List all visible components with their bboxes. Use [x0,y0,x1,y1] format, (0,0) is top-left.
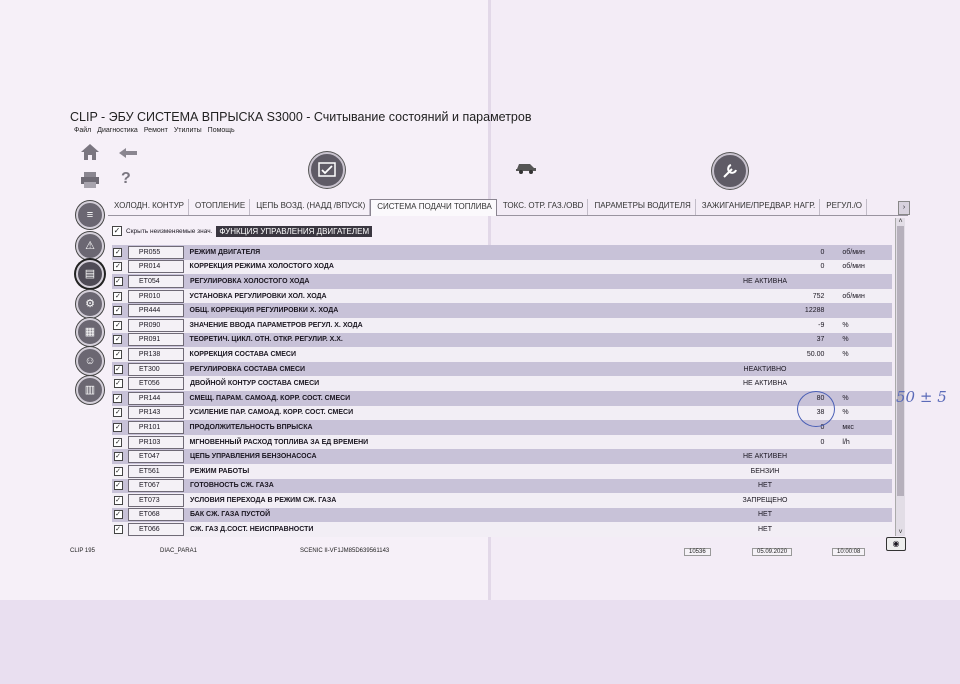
table-row[interactable] [112,420,892,435]
row-checkbox-cell [112,248,124,257]
table-row[interactable] [112,362,892,377]
row-checkbox-cell [112,379,124,388]
status-module: DIAC_PARA1 [160,548,197,554]
row-checkbox[interactable]: ✓ [115,409,121,417]
scroll-down-arrow[interactable]: ˅ [898,529,903,536]
row-checkbox-cell [112,510,124,519]
filter-row [112,224,372,238]
param-name: ЗНАЧЕНИЕ ВВОДА ПАРАМЕТРОВ РЕГУЛ. Х. ХОДА [189,321,363,329]
tab-bar [108,199,908,216]
param-name: ДВОЙНОЙ КОНТУР СОСТАВА СМЕСИ [190,380,320,388]
tab[interactable]: РЕГУЛ./О [820,199,867,215]
table-row[interactable] [112,406,892,421]
report-icon[interactable]: ▥ [76,376,104,404]
param-unit: об/мин [842,263,865,271]
row-checkbox[interactable]: ✓ [115,277,121,285]
param-code: PR103 [128,436,184,449]
row-checkbox[interactable]: ✓ [115,248,121,256]
row-checkbox[interactable]: ✓ [115,496,121,504]
row-checkbox-cell [112,481,124,490]
table-row[interactable] [112,449,892,464]
row-checkbox-cell [112,408,124,417]
row-checkbox-cell [112,525,124,534]
table-row[interactable] [112,303,892,318]
param-value: 37 [816,336,825,344]
menu-item[interactable]: Ремонт [143,127,168,134]
table-scrollbar[interactable] [895,218,905,536]
param-value: 0 [820,423,825,431]
param-code: ET067 [128,479,184,492]
param-value: -9 [818,321,825,329]
row-checkbox[interactable]: ✓ [115,482,121,490]
param-name: РЕЖИМ ДВИГАТЕЛЯ [189,248,261,256]
camera-icon[interactable]: ◉ [886,537,906,551]
param-code: PR014 [128,260,184,273]
param-name: БАК СЖ. ГАЗА ПУСТОЙ [190,511,271,519]
car-icon[interactable] [515,160,537,179]
param-name: ОБЩ. КОРРЕКЦИЯ РЕГУЛИРОВКИ Х. ХОДА [189,307,339,315]
param-name: ТЕОРЕТИЧ. ЦИКЛ. ОТН. ОТКР. РЕГУЛИР. Х.Х. [189,336,343,344]
param-value: НЕ АКТИВЕН [742,453,788,461]
row-checkbox[interactable]: ✓ [115,292,121,300]
home-icon[interactable] [80,143,100,166]
tab[interactable]: СИСТЕМА ПОДАЧИ ТОПЛИВА [370,199,497,216]
param-value: НЕТ [758,526,772,534]
row-checkbox-cell [112,438,124,447]
tab[interactable]: ЗАЖИГАНИЕ/ПРЕДВАР. НАГР. [696,199,821,215]
param-code: ET068 [128,508,184,521]
param-unit: l/h [842,438,850,446]
hide-unchanged-checkbox[interactable]: ✓ [113,226,121,235]
row-checkbox[interactable]: ✓ [115,321,121,329]
scan-margin [0,600,960,684]
param-value: БЕНЗИН [750,467,780,475]
tab[interactable]: ПАРАМЕТРЫ ВОДИТЕЛЯ [588,199,695,215]
param-value: НЕТ [758,511,772,519]
row-checkbox[interactable]: ✓ [115,350,121,358]
param-name: РЕЖИМ РАБОТЫ [190,467,250,475]
param-code: ET066 [128,523,184,536]
row-checkbox[interactable]: ✓ [115,263,121,271]
row-checkbox[interactable]: ✓ [115,336,121,344]
param-name: МГНОВЕННЫЙ РАСХОД ТОПЛИВА ЗА ЕД ВРЕМЕНИ [189,438,369,446]
param-code: PR143 [128,406,184,419]
table-row[interactable] [112,318,892,333]
param-code: PR138 [128,348,184,361]
handwritten-circle [797,391,835,427]
tab[interactable]: ХОЛОДН. КОНТУР [108,199,189,215]
table-row[interactable] [112,391,892,406]
row-checkbox[interactable]: ✓ [115,526,121,534]
scroll-up-arrow[interactable]: ˄ [898,218,903,225]
handwritten-note: 50 ± 5 [896,388,947,406]
param-value: 0 [820,248,825,256]
row-checkbox-cell [112,350,124,359]
row-checkbox-cell [112,335,124,344]
wrench-icon[interactable] [712,153,748,189]
table-row[interactable] [112,479,892,494]
status-vehicle: SCENIC II-VF1JM85D639561143 [300,548,390,554]
row-checkbox[interactable]: ✓ [115,380,121,388]
status-bar [62,548,900,558]
row-checkbox-cell [112,452,124,461]
table-row[interactable] [112,493,892,508]
param-code: PR055 [128,246,184,259]
row-checkbox-cell [112,262,124,271]
question-mark-icon[interactable]: ? [121,170,131,187]
table-row[interactable] [112,333,892,348]
param-code: PR090 [128,319,184,332]
param-unit: % [842,350,849,358]
param-code: ET300 [128,363,184,376]
param-code: ET047 [128,450,184,463]
param-name: КОРРЕКЦИЯ СОСТАВА СМЕСИ [189,350,297,358]
param-unit: % [842,409,849,417]
param-name: РЕГУЛИРОВКА ХОЛОСТОГО ХОДА [190,277,310,285]
row-checkbox-cell [112,321,124,330]
table-row[interactable] [112,376,892,391]
param-name: СМЕЩ. ПАРАМ. САМОАД. КОРР. СОСТ. СМЕСИ [189,394,351,402]
param-code: PR101 [128,421,184,434]
param-unit: мкс [842,423,854,431]
param-value: НЕ АКТИВНА [742,277,788,285]
param-name: ГОТОВНОСТЬ СЖ. ГАЗА [190,482,274,490]
param-code: PR144 [128,392,184,405]
function-title: ФУНКЦИЯ УПРАВЛЕНИЯ ДВИГАТЕЛЕМ [216,226,372,237]
param-unit: % [842,394,849,402]
param-name: УСИЛЕНИЕ ПАР. САМОАД. КОРР. СОСТ. СМЕСИ [189,409,354,417]
check-document-icon[interactable] [309,152,345,188]
row-checkbox-cell [112,306,124,315]
row-checkbox-cell [112,365,124,374]
row-checkbox-cell [112,496,124,505]
row-checkbox[interactable]: ✓ [115,511,121,519]
param-value: 12288 [804,307,825,315]
param-name: СЖ. ГАЗ Д.СОСТ. НЕИСПРАВНОСТИ [190,526,314,534]
table-row[interactable] [112,260,892,275]
person-icon[interactable]: ☺ [76,347,104,375]
table-row[interactable] [112,274,892,289]
param-name: РЕГУЛИРОВКА СОСТАВА СМЕСИ [190,365,306,373]
tab[interactable]: ОТОПЛЕНИЕ [189,199,250,215]
row-checkbox-cell [112,394,124,403]
parameters-table [112,245,892,537]
param-name: УСТАНОВКА РЕГУЛИРОВКИ ХОЛ. ХОДА [189,292,327,300]
printer-icon[interactable] [80,172,100,193]
param-value: 0 [820,438,825,446]
param-code: PR010 [128,290,184,303]
status-time: 10:00:08 [832,548,865,556]
scroll-thumb[interactable] [897,226,904,496]
param-unit: % [842,321,849,329]
config-icon[interactable]: ▦ [76,318,104,346]
document-list-icon[interactable]: ≡ [76,201,104,229]
param-value: НЕТ [758,482,772,490]
actuator-icon[interactable]: ⚙ [76,290,104,318]
param-code: PR091 [128,333,184,346]
back-arrow-icon[interactable] [118,146,138,164]
param-unit: % [842,336,849,344]
window-title: CLIP - ЭБУ СИСТЕМА ВПРЫСКА S3000 - Считывание состояний и параметров [70,110,532,124]
row-checkbox[interactable]: ✓ [115,307,121,315]
row-checkbox-cell [112,277,124,286]
param-name: ПРОДОЛЖИТЕЛЬНОСТЬ ВПРЫСКА [189,423,313,431]
menu-item[interactable]: Файл [74,127,92,134]
status-code: 10536 [684,548,711,556]
menu-item[interactable]: Утилиты [173,127,202,134]
param-value: 50.00 [806,350,825,358]
table-row[interactable] [112,464,892,479]
param-unit: об/мин [842,292,865,300]
menu-item[interactable]: Помощь [207,127,235,134]
tab[interactable]: ЦЕПЬ ВОЗД. (НАДД /ВПУСК) [250,199,370,215]
menu-bar [74,127,235,134]
row-checkbox[interactable]: ✓ [115,365,121,373]
table-row[interactable] [112,347,892,362]
param-value: ЗАПРЕЩЕНО [742,496,788,504]
param-value: НЕАКТИВНО [743,365,787,373]
param-code: PR444 [128,304,184,317]
param-code: ET073 [128,494,184,507]
row-checkbox[interactable]: ✓ [115,423,121,431]
warning-icon[interactable]: ⚠ [76,232,104,260]
row-checkbox-cell [112,292,124,301]
param-unit: об/мин [842,248,865,256]
table-row[interactable] [112,435,892,450]
hide-unchanged-label: Скрыть неизменяемые знач. [126,227,213,235]
param-value: 80 [816,394,825,402]
menu-item[interactable]: Диагностика [97,127,138,134]
param-value: 0 [820,263,825,271]
status-app: CLIP 195 [70,548,95,554]
table-row[interactable] [112,245,892,260]
tab[interactable]: ТОКС. ОТР. ГАЗ./OBD [497,199,589,215]
status-date: 05.09.2020 [752,548,792,556]
tab-scroll-right[interactable]: › [898,201,910,215]
param-code: ET561 [128,465,184,478]
row-checkbox[interactable]: ✓ [115,438,121,446]
row-checkbox-cell [112,423,124,432]
table-row[interactable] [112,289,892,304]
param-value: НЕ АКТИВНА [742,380,788,388]
table-row[interactable] [112,522,892,537]
param-value: 752 [812,292,825,300]
param-code: ET056 [128,377,184,390]
param-name: КОРРЕКЦИЯ РЕЖИМА ХОЛОСТОГО ХОДА [189,263,334,271]
param-name: ЦЕПЬ УПРАВЛЕНИЯ БЕНЗОНАСОСА [190,453,317,461]
row-checkbox[interactable]: ✓ [115,394,121,402]
param-code: ET054 [128,275,184,288]
param-name: УСЛОВИЯ ПЕРЕХОДА В РЕЖИМ СЖ. ГАЗА [190,496,337,504]
row-checkbox-cell [112,467,124,476]
parameters-icon[interactable]: ▤ [76,260,104,288]
table-row[interactable] [112,508,892,523]
row-checkbox[interactable]: ✓ [115,467,121,475]
param-value: 38 [816,409,825,417]
row-checkbox[interactable]: ✓ [115,453,121,461]
